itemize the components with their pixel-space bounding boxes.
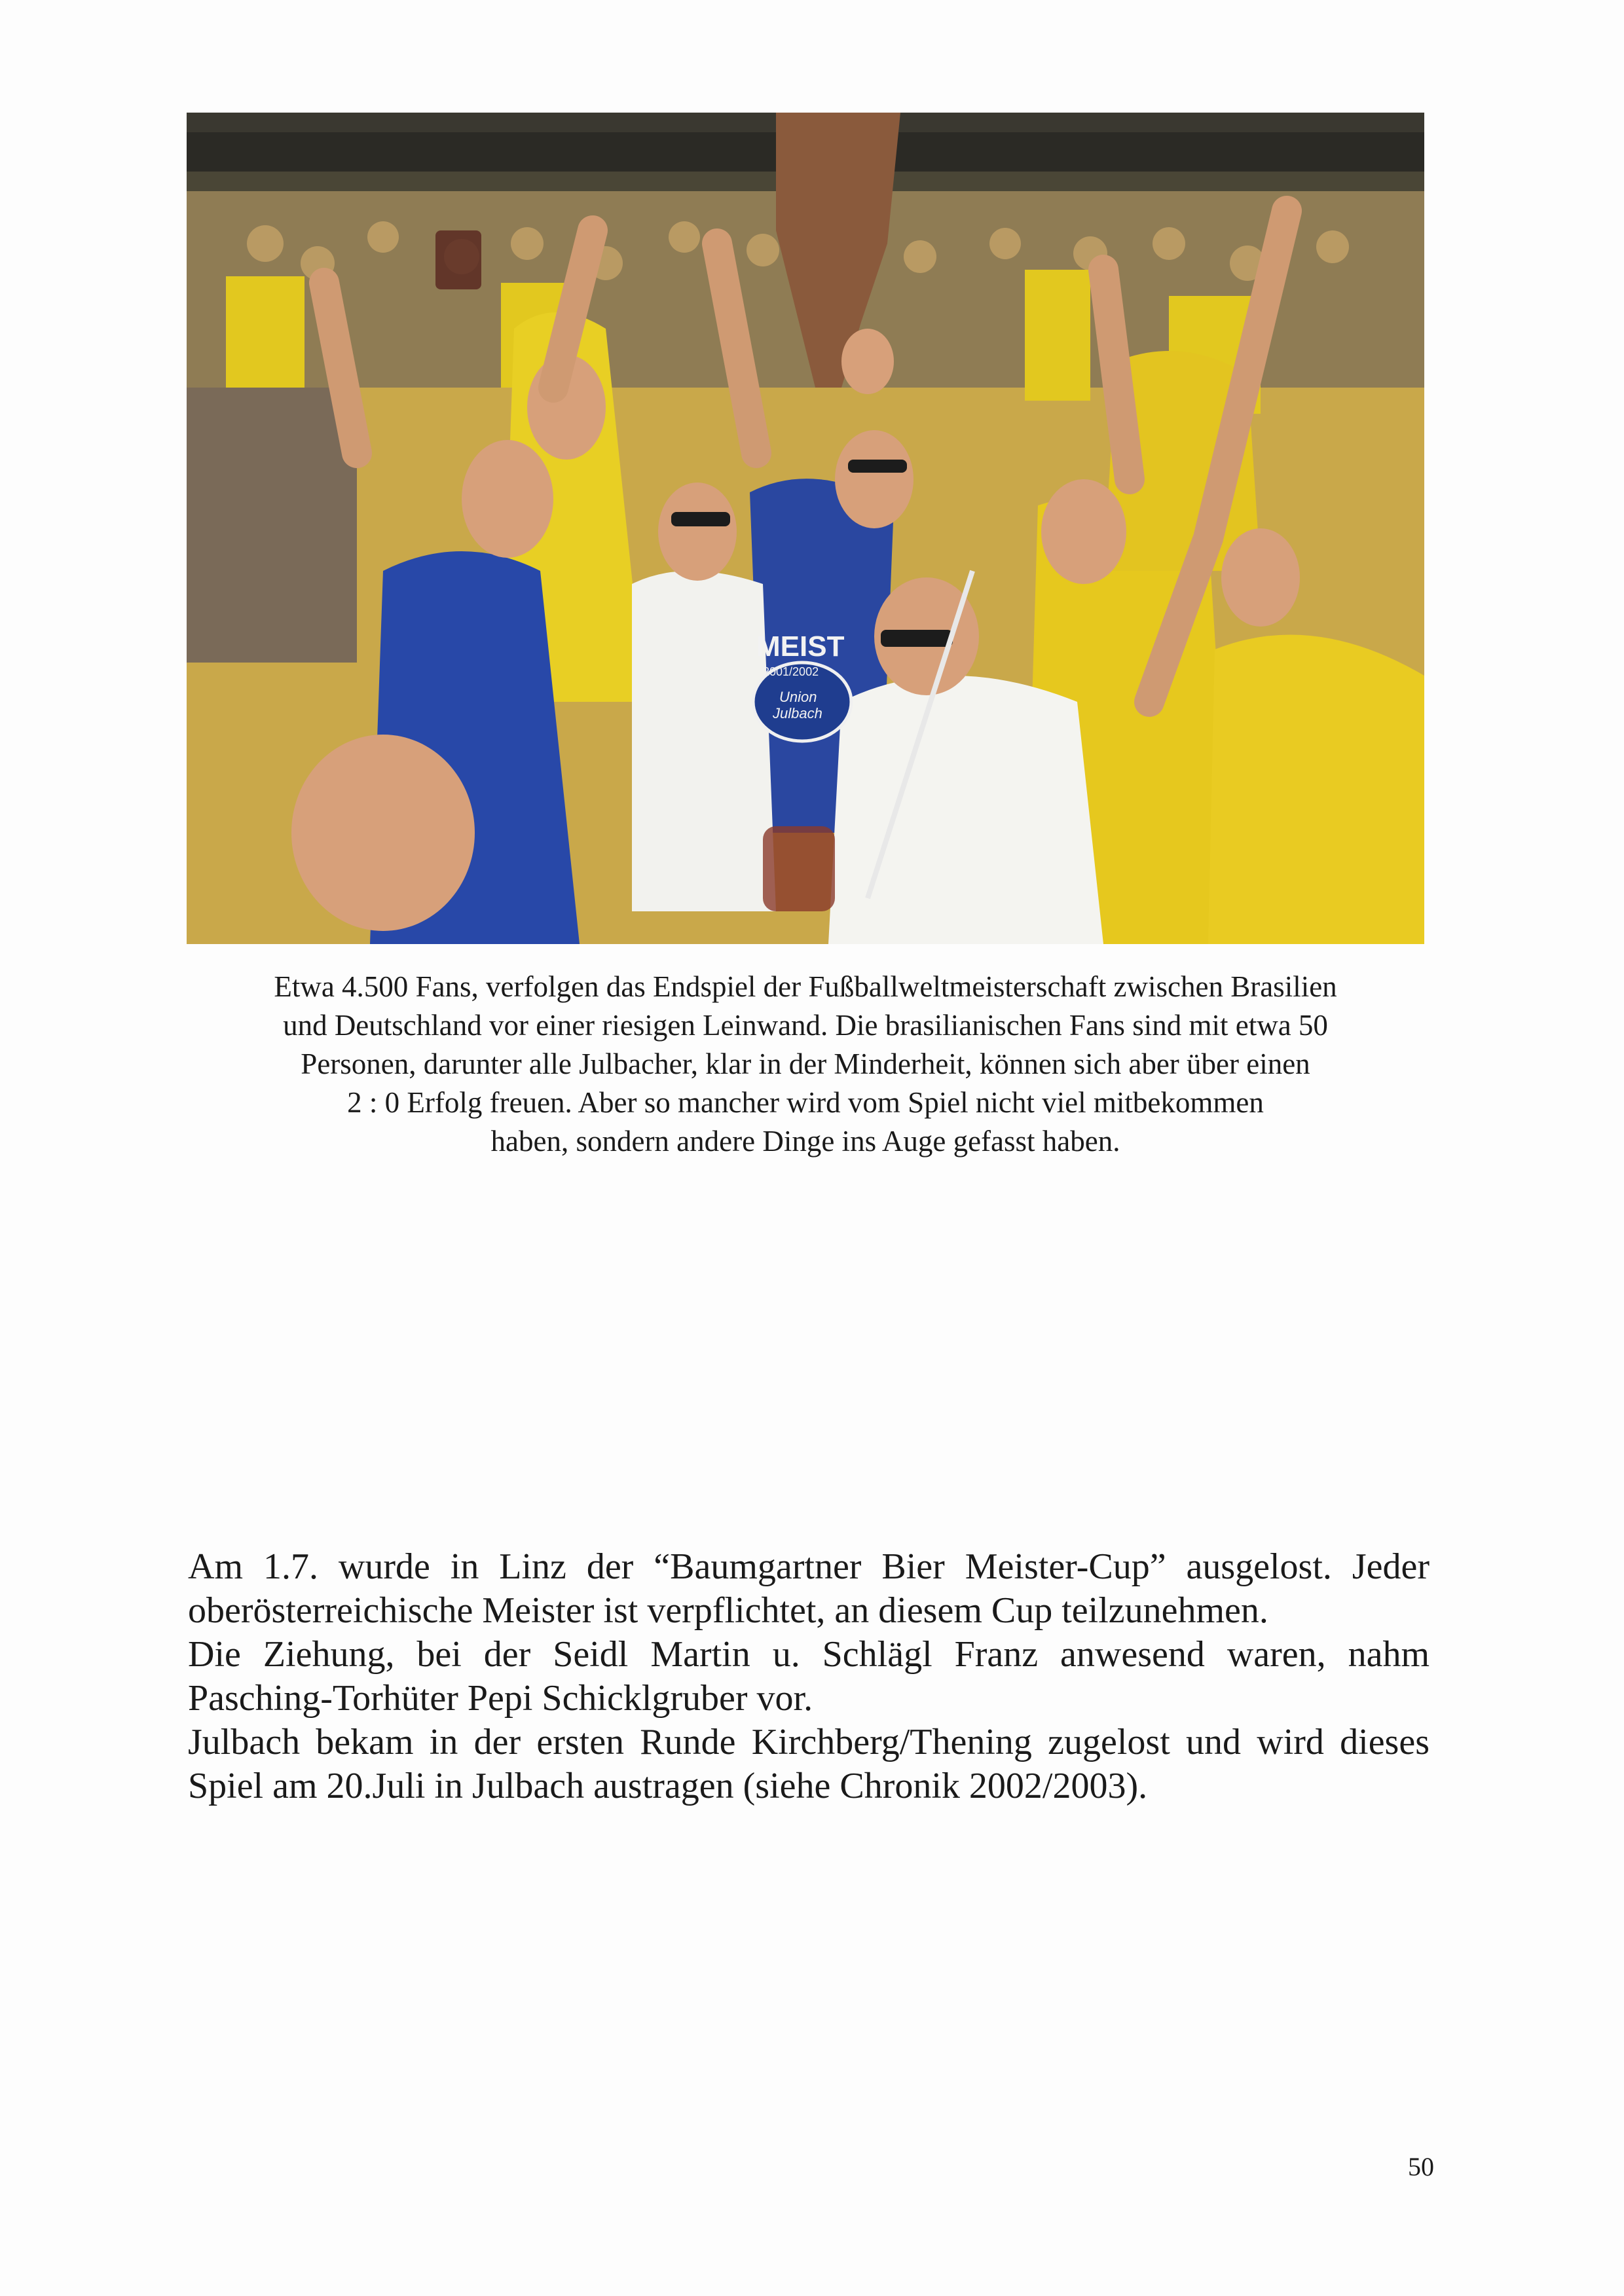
caption-line: und Deutschland vor einer riesigen Leinwand. Die brasilianischen Fans sind mit etwa 50 [283, 1009, 1328, 1042]
photo-caption [187, 968, 1424, 1161]
body-line: oberösterreichische Meister ist verpflichtet, an diesem Cup teilzunehmen. [188, 1590, 1268, 1631]
shirt-print-text: MEIST [756, 630, 845, 663]
body-line: Am 1.7. wurde in Linz der “Baumgartner Bier Meister-Cup” ausgelost. Jeder [188, 1546, 1430, 1587]
caption-line: Etwa 4.500 Fans, verfolgen das Endspiel der Fußballweltmeisterschaft zwischen Brasilien [274, 970, 1337, 1003]
body-line: Die Ziehung, bei der Seidl Martin u. Schlägl Franz anwesend waren, nahm [188, 1634, 1430, 1675]
shirt-print-club-2: Julbach [773, 705, 822, 721]
crowd-photo [187, 113, 1424, 944]
body-line: Julbach bekam in der ersten Runde Kirchberg/Thening zugelost und wird dieses [188, 1722, 1430, 1762]
caption-line: Personen, darunter alle Julbacher, klar in der Minderheit, können sich aber über einen [301, 1048, 1310, 1080]
shirt-print-year: 2001/2002 [763, 665, 819, 678]
body-line: Pasching-Torhüter Pepi Schicklgruber vor. [188, 1678, 813, 1719]
page-number: 50 [1408, 2152, 1434, 2181]
caption-line: haben, sondern andere Dinge ins Auge gefasst haben. [490, 1125, 1120, 1157]
caption-line: 2 : 0 Erfolg freuen. Aber so mancher wird vom Spiel nicht viel mitbekommen [347, 1086, 1264, 1119]
body-line: Spiel am 20.Juli in Julbach austragen (siehe Chronik 2002/2003). [188, 1766, 1148, 1806]
body-paragraph [188, 1545, 1430, 1808]
shirt-print-club-1: Union [779, 689, 817, 705]
crowd-photo-illustration [187, 113, 1424, 944]
